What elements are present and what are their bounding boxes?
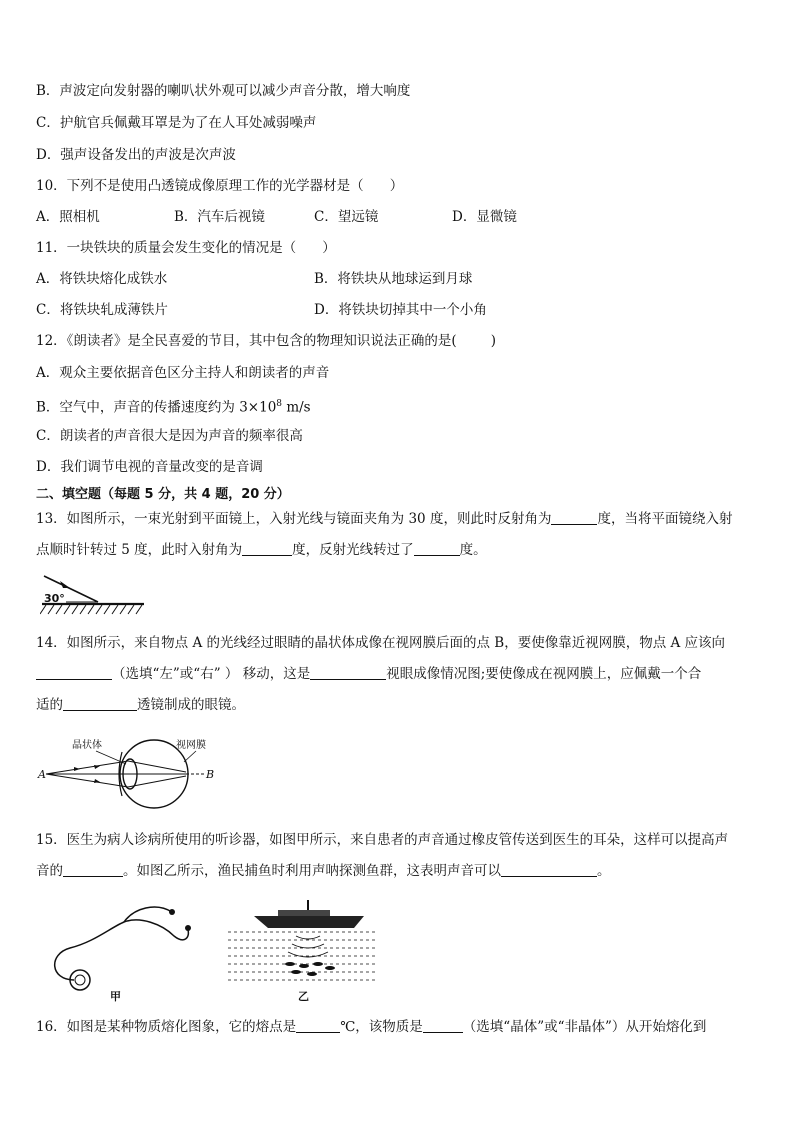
q12-option-d: D．我们调节电视的音量改变的是音调	[36, 459, 263, 475]
q10-stem: 10．下列不是使用凸透镜成像原理工作的光学器材是（ ）	[36, 178, 404, 194]
q16-blank-2[interactable]	[423, 1018, 463, 1033]
q10-option-d: D．显微镜	[452, 209, 517, 225]
q10-option-a: A．照相机	[36, 209, 100, 225]
q13-angle-label: 30°	[44, 592, 65, 605]
q14-line1: 14．如图所示，来自物点 A 的光线经过眼睛的晶状体成像在视网膜后面的点 B，要使像靠近视网膜，物点 A 应该向	[36, 635, 726, 651]
q14-blank-3[interactable]	[63, 696, 137, 711]
q14-eye-figure	[36, 732, 236, 820]
q11-option-b: B．将铁块从地球运到月球	[314, 271, 473, 287]
q15-stethoscope-figure	[44, 898, 204, 1006]
q13-blank-3[interactable]	[414, 541, 460, 556]
q16-blank-1[interactable]	[296, 1018, 340, 1033]
q13-blank-1[interactable]	[551, 510, 597, 525]
q12-stem: 12．《朗读者》是全民喜爱的节目，其中包含的物理知识说法正确的是( )	[36, 333, 496, 349]
q14-line3: 适的 透镜制成的眼镜。	[36, 697, 245, 713]
q12-option-b: B．空气中，声音的传播速度约为 $3\times 10^8$ m/s	[36, 399, 311, 416]
q14-point-b: B	[206, 768, 215, 781]
q11-option-a: A．将铁块熔化成铁水	[36, 271, 168, 287]
q11-option-d: D．将铁块切掉其中一个小角	[314, 302, 487, 318]
q13-mirror-figure	[40, 572, 150, 620]
q9-option-c: C．护航官兵佩戴耳罩是为了在人耳处减弱噪声	[36, 115, 317, 131]
q12-option-c: C．朗读者的声音很大是因为声音的频率很高	[36, 428, 303, 444]
q14-blank-2[interactable]	[310, 665, 386, 680]
q14-point-a: A	[38, 768, 46, 781]
q15-blank-1[interactable]	[63, 862, 123, 877]
q12-option-a: A．观众主要依据音色区分主持人和朗读者的声音	[36, 365, 330, 381]
q14-lens-label: 晶状体	[72, 740, 102, 751]
q13-blank-2[interactable]	[242, 541, 292, 556]
section-title-fill-blank: 二、填空题（每题 5 分，共 4 题，20 分）	[36, 487, 290, 502]
q11-option-c: C．将铁块轧成薄铁片	[36, 302, 168, 318]
q14-line2: （选填“左”或“右” ） 移动，这是 视眼成像情况图;要使像成在视网膜上，应佩戴一个合	[36, 665, 701, 683]
q15-line2: 音的 。如图乙所示，渔民捕鱼时利用声呐探测鱼群，这表明声音可以 。	[36, 863, 611, 879]
q10-option-b: B．汽车后视镜	[174, 209, 265, 225]
q15-sonar-figure	[226, 898, 386, 1006]
q9-option-d: D．强声设备发出的声波是次声波	[36, 147, 236, 163]
q16-line1: 16．如图是某种物质熔化图象，它的熔点是 ℃，该物质是 （选填“晶体”或“非晶体”）从开始熔化到	[36, 1019, 707, 1035]
q14-blank-1[interactable]	[36, 665, 112, 680]
q13-line2: 点顺时针转过 5 度，此时入射角为 度，反射光线转过了 度。	[36, 542, 487, 558]
q13-line1: 13．如图所示，一束光射到平面镜上，入射光线与镜面夹角为 30 度，则此时反射角为 度，当将平面镜绕入射	[36, 511, 733, 527]
q15-label-jia: 甲	[110, 990, 121, 1003]
q15-label-yi: 乙	[298, 990, 309, 1003]
q15-line1: 15．医生为病人诊病所使用的听诊器，如图甲所示，来自患者的声音通过橡皮管传送到医生的耳朵，这样可以提高声	[36, 832, 729, 848]
q10-option-c: C．望远镜	[314, 209, 379, 225]
q14-retina-label: 视网膜	[176, 740, 206, 751]
q11-stem: 11．一块铁块的质量会发生变化的情况是（ ）	[36, 240, 336, 256]
q15-blank-2[interactable]	[501, 862, 597, 877]
q9-option-b: B．声波定向发射器的喇叭状外观可以减少声音分散，增大响度	[36, 83, 411, 99]
